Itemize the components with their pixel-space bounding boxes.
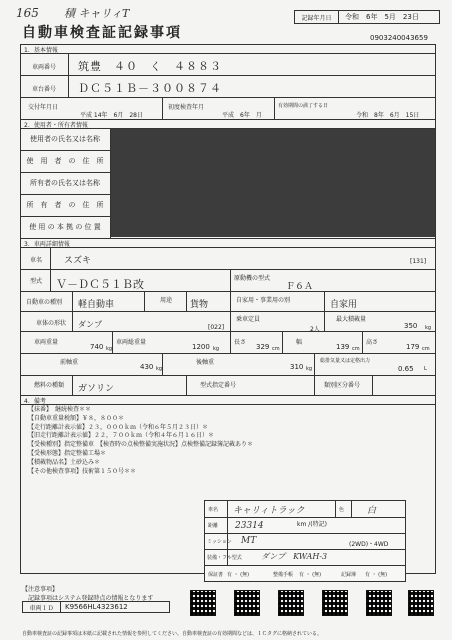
chassis-value: ＤＣ５１Ｂ－３００８７４	[78, 82, 222, 95]
max-load-label: 最大積載量	[336, 316, 367, 323]
remark-line: 【旧走行距離計表示値】２２，７００ｋｍ（令和４年６月１６日）＊	[28, 432, 215, 440]
note-mission-label: ミッション	[207, 539, 232, 545]
owner-address-label: 所 有 者 の 住 所	[26, 201, 104, 209]
use-label: 用途	[160, 297, 173, 304]
note-equip-label: 装備・フル型式	[207, 555, 242, 561]
note-distance-value: 23314	[235, 521, 264, 531]
qr-code	[190, 590, 216, 616]
height-unit: cm	[422, 346, 430, 352]
record-date-value: 令和 6年 5月 23日	[345, 13, 419, 21]
remark-line: 【抹番】 継続検査＊＊	[28, 406, 92, 413]
category-no-label: 類別区分番号	[324, 382, 361, 389]
front-axle-value: 430	[140, 363, 154, 371]
remark-line: 【走行距離計表示値】２３，０００ｋｍ（令和６年５月２３日）＊	[28, 423, 209, 431]
fuel-value: ガソリン	[78, 384, 115, 394]
note-warranty-label: 保証書	[208, 572, 224, 578]
rear-axle-value: 310	[290, 363, 304, 371]
remark-line: 【自動車重量税額】￥８，８００＊	[28, 414, 125, 422]
qr-code	[366, 590, 392, 616]
capacity-label: 乗車定員	[236, 316, 261, 323]
owner-name-label: 所有者の氏名又は名称	[30, 179, 100, 187]
serial-number: 0903240043659	[370, 34, 428, 42]
note-name-label: 車名	[208, 507, 219, 513]
weight-unit: kg	[106, 346, 113, 352]
note-record-value: 有 ・ (無)	[365, 572, 388, 578]
displacement-value: 0.65	[398, 365, 414, 373]
note-equip-value: ダンプ KWAH-3	[261, 552, 328, 561]
height-value: 179	[406, 343, 420, 351]
expiry-label: 有効期間の満了する日	[278, 103, 329, 109]
length-label: 長さ	[234, 339, 247, 346]
note-distance-label: 距離	[208, 523, 219, 529]
notice-text: 記録事項はシステム登録時点の情報となります	[28, 595, 154, 602]
body-value: ダンプ	[78, 320, 103, 329]
qr-code	[278, 590, 304, 616]
reg-no-value: 筑豊 ４０ く ４８８３	[78, 60, 222, 73]
body-code: [022]	[208, 324, 225, 331]
issue-date-value: 平成 14年 6月 28日	[80, 112, 143, 119]
fuel-label: 燃料の種類	[34, 382, 65, 389]
note-color-value: 白	[367, 506, 377, 516]
note-record-label: 記録簿	[341, 572, 357, 578]
section3-heading: 3．車両詳細情報	[24, 241, 70, 248]
rear-axle-unit: kg	[306, 366, 313, 372]
notice-heading: 【注意事項】	[22, 586, 59, 593]
qr-code	[234, 590, 260, 616]
first-reg-label: 初度検査年月	[168, 104, 205, 111]
remark-line: 【積載物品名】土砂込み＊	[28, 458, 101, 466]
capacity-value: 2人	[310, 326, 320, 333]
base-location-label: 使 用 の 本 拠 の 位 置	[29, 223, 101, 231]
note-name-value: キャリィトラック	[233, 506, 305, 516]
engine-value: Ｆ６Ａ	[286, 282, 314, 292]
qr-code	[322, 590, 348, 616]
note-distance-unit: km /(特記)	[297, 521, 327, 528]
remark-line: 【受検形態】指定整備工場＊	[28, 449, 107, 457]
vehicle-id-box	[22, 601, 170, 613]
body-label: 車体の形状	[36, 320, 67, 327]
section2-heading: 2．使用者・所有者情報	[24, 122, 88, 129]
use-value: 貨物	[190, 300, 209, 310]
model-label: 型式	[30, 278, 43, 285]
max-load-unit: kg	[425, 325, 432, 331]
remarks-block	[28, 406, 428, 476]
bottom-fineprint: 自動車検査証の記録事項は本紙に記載された情報を参照してください。自動車検査証の有効期間などは、ＩＣタグに格納されている。	[22, 631, 323, 637]
section1-heading: 1．基本情報	[24, 47, 58, 54]
displacement-unit: L	[424, 366, 427, 372]
gross-value: 1200	[192, 343, 210, 351]
displacement-label: 総排気量又は定格出力	[320, 358, 371, 364]
record-date-box	[294, 10, 440, 24]
remark-line: 【その他検査事項】技術第１５０号＊＊	[28, 467, 137, 475]
weight-value: 740	[90, 343, 104, 351]
note-drive-options: (2WD)・4WD	[349, 541, 389, 548]
maker-label: 車名	[30, 257, 43, 264]
handwritten-note: 積 キャリィT	[64, 7, 130, 20]
dealer-note-box	[204, 500, 406, 582]
length-value: 329	[256, 343, 270, 351]
engine-label: 原動機の型式	[234, 275, 271, 282]
private-value: 自家用	[330, 300, 358, 310]
width-unit: cm	[352, 346, 360, 352]
chassis-label: 車台番号	[31, 86, 56, 93]
qr-code	[408, 590, 434, 616]
model-value: Ｖ－ＤＣ５１Ｂ改	[56, 278, 144, 291]
kind-value: 軽自動車	[78, 300, 115, 310]
maker-value: スズキ	[64, 256, 92, 266]
document-title: 自動車検査証記録事項	[22, 25, 182, 41]
gross-unit: kg	[213, 346, 220, 352]
front-axle-label: 前軸重	[60, 359, 79, 366]
redacted-owner-info	[111, 129, 435, 237]
note-mission-value: MT	[241, 536, 257, 546]
remark-line: 【受検種別】指定整備車 【検査時の点検整備実施状況】点検整備記録簿記載あり＊	[28, 441, 254, 449]
gross-label: 車両総重量	[116, 339, 147, 346]
private-label: 自家用・事業用の別	[236, 297, 291, 304]
first-reg-value: 平成 6年 月	[222, 112, 262, 119]
note-maint-label: 整備手帳	[273, 572, 294, 578]
kind-label: 自動車の種別	[26, 299, 63, 306]
section4-heading: 4．備考	[24, 398, 46, 405]
width-label: 幅	[296, 339, 303, 346]
max-load-value: 350	[404, 322, 418, 330]
issue-date-label: 交付年月日	[28, 104, 59, 111]
record-date-label: 記録年月日	[295, 11, 339, 23]
reg-no-label: 車両番号	[31, 64, 56, 71]
note-warranty-value: 有 ・ (無)	[227, 572, 250, 578]
length-unit: cm	[272, 346, 280, 352]
maker-code: [131]	[410, 258, 427, 265]
front-axle-unit: kg	[156, 366, 163, 372]
width-value: 139	[336, 343, 350, 351]
weight-label: 車両重量	[34, 339, 59, 346]
handwritten-number: 165	[16, 6, 39, 20]
vehicle-id-value: K9566HL4323612	[65, 603, 128, 611]
height-label: 高さ	[366, 339, 379, 346]
note-color-label: 色	[339, 507, 345, 513]
user-address-label: 使 用 者 の 住 所	[26, 157, 104, 165]
expiry-value: 令和 8年 6月 15日	[356, 112, 420, 119]
note-maint-value: 有 ・ (無)	[299, 572, 322, 578]
user-name-label: 使用者の氏名又は名称	[30, 135, 100, 143]
rear-axle-label: 後軸重	[196, 359, 215, 366]
vehicle-id-label: 車両ＩＤ	[23, 602, 61, 612]
type-no-label: 型式指定番号	[200, 382, 237, 389]
